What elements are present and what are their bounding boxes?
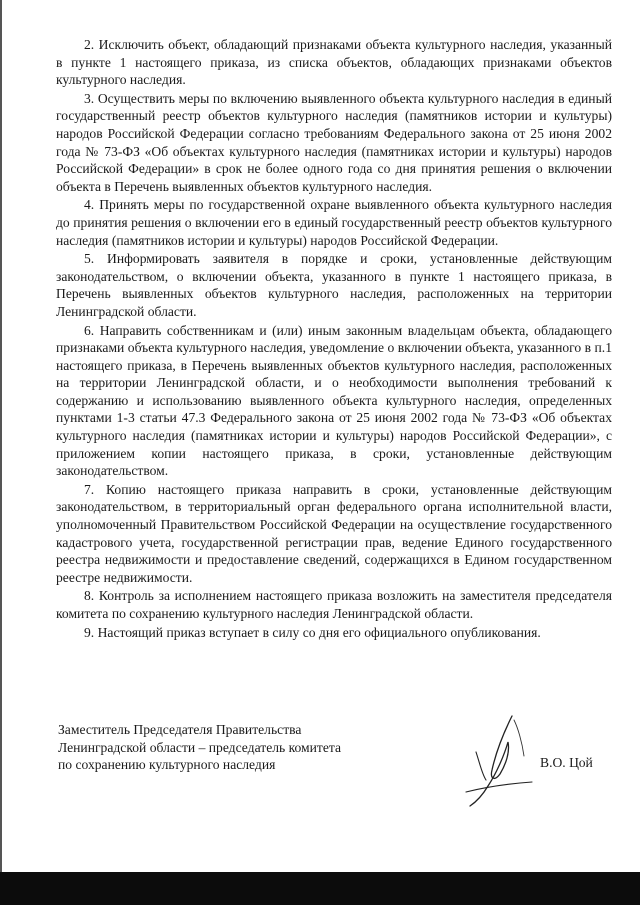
- paragraph-2: 2. Исключить объект, обладающий признаками объекта культурного наследия, указанный в пункте 1 настоящего приказа, из списка объектов, обладающих признаками объектов культурного наследия.: [56, 37, 612, 88]
- signer-title-line-1: Заместитель Председателя Правительства: [58, 722, 302, 737]
- paragraph-7: 7. Копию настоящего приказа направить в сроки, установленные действующим законодательством, в территориальный орган федерального органа исполнительной власти, уполномоченный Правительством Российской Федерации на осуществление государственного кадастрового учета, государственной регистрации прав, ведение Единого государственного реестра недвижимости и предоставление сведений, содержащихся в Едином государственном реестре недвижимости.: [56, 481, 612, 585]
- signer-title-line-3: по сохранению культурного наследия: [58, 757, 276, 773]
- paragraph-3: 3. Осуществить меры по включению выявленного объекта культурного наследия в единый государственный реестр объектов культурного наследия (памятников истории и культуры) народов Российской Федерации согласно требованиям Федерального закона от 25 июня 2002 года № 73-ФЗ «Об объектах культурного наследия (памятниках истории и культуры) народов Российской Федерации» в срок не более одного года со дня принятия решения о включении объекта в Перечень выявленных объектов культурного наследия.: [56, 90, 612, 194]
- signer-title: [58, 721, 341, 774]
- signer-name: В.О. Цой: [540, 755, 593, 770]
- document-body: [56, 36, 612, 642]
- paragraph-4: 4. Принять меры по государственной охране выявленного объекта культурного наследия до принятия решения о включении его в единый государственный реестр объектов культурного наследия (памятников истории и культуры) народов Российской Федерации.: [56, 197, 612, 248]
- handwritten-signature: [452, 712, 542, 812]
- scan-bottom-band: [0, 872, 640, 905]
- paragraph-9: 9. Настоящий приказ вступает в силу со дня его официального опубликования.: [84, 624, 541, 640]
- paragraph-6: 6. Направить собственникам и (или) иным законным владельцам объекта, обладающего признаками объекта культурного наследия, уведомление о включении объекта, указанного в п.1 настоящего приказа, в Перечень выявленных объектов культурного наследия, расположенных на территории Ленинградской области, и о необходимости выполнения требований к содержанию и использованию выявленного объекта культурного наследия, определенных пунктами 1-3 статьи 47.3 Федерального закона от 25 июня 2002 года № 73-ФЗ «Об объектах культурного наследия (памятниках истории и культуры) народов Российской Федерации», с приложением копии настоящего приказа, в сроки, установленные действующим законодательством.: [56, 322, 612, 479]
- scan-edge: [0, 0, 2, 905]
- signer-title-line-2: Ленинградской области – председатель комитета: [58, 739, 342, 755]
- paragraph-5: 5. Информировать заявителя в порядке и сроки, установленные действующим законодательством, о включении объекта, указанного в пункте 1 настоящего приказа, в Перечень выявленных объектов культурного наследия, расположенных на территории Ленинградской области.: [56, 251, 612, 319]
- paragraph-8: 8. Контроль за исполнением настоящего приказа возложить на заместителя председателя комитета по сохранению культурного наследия Ленинградской области.: [56, 588, 612, 621]
